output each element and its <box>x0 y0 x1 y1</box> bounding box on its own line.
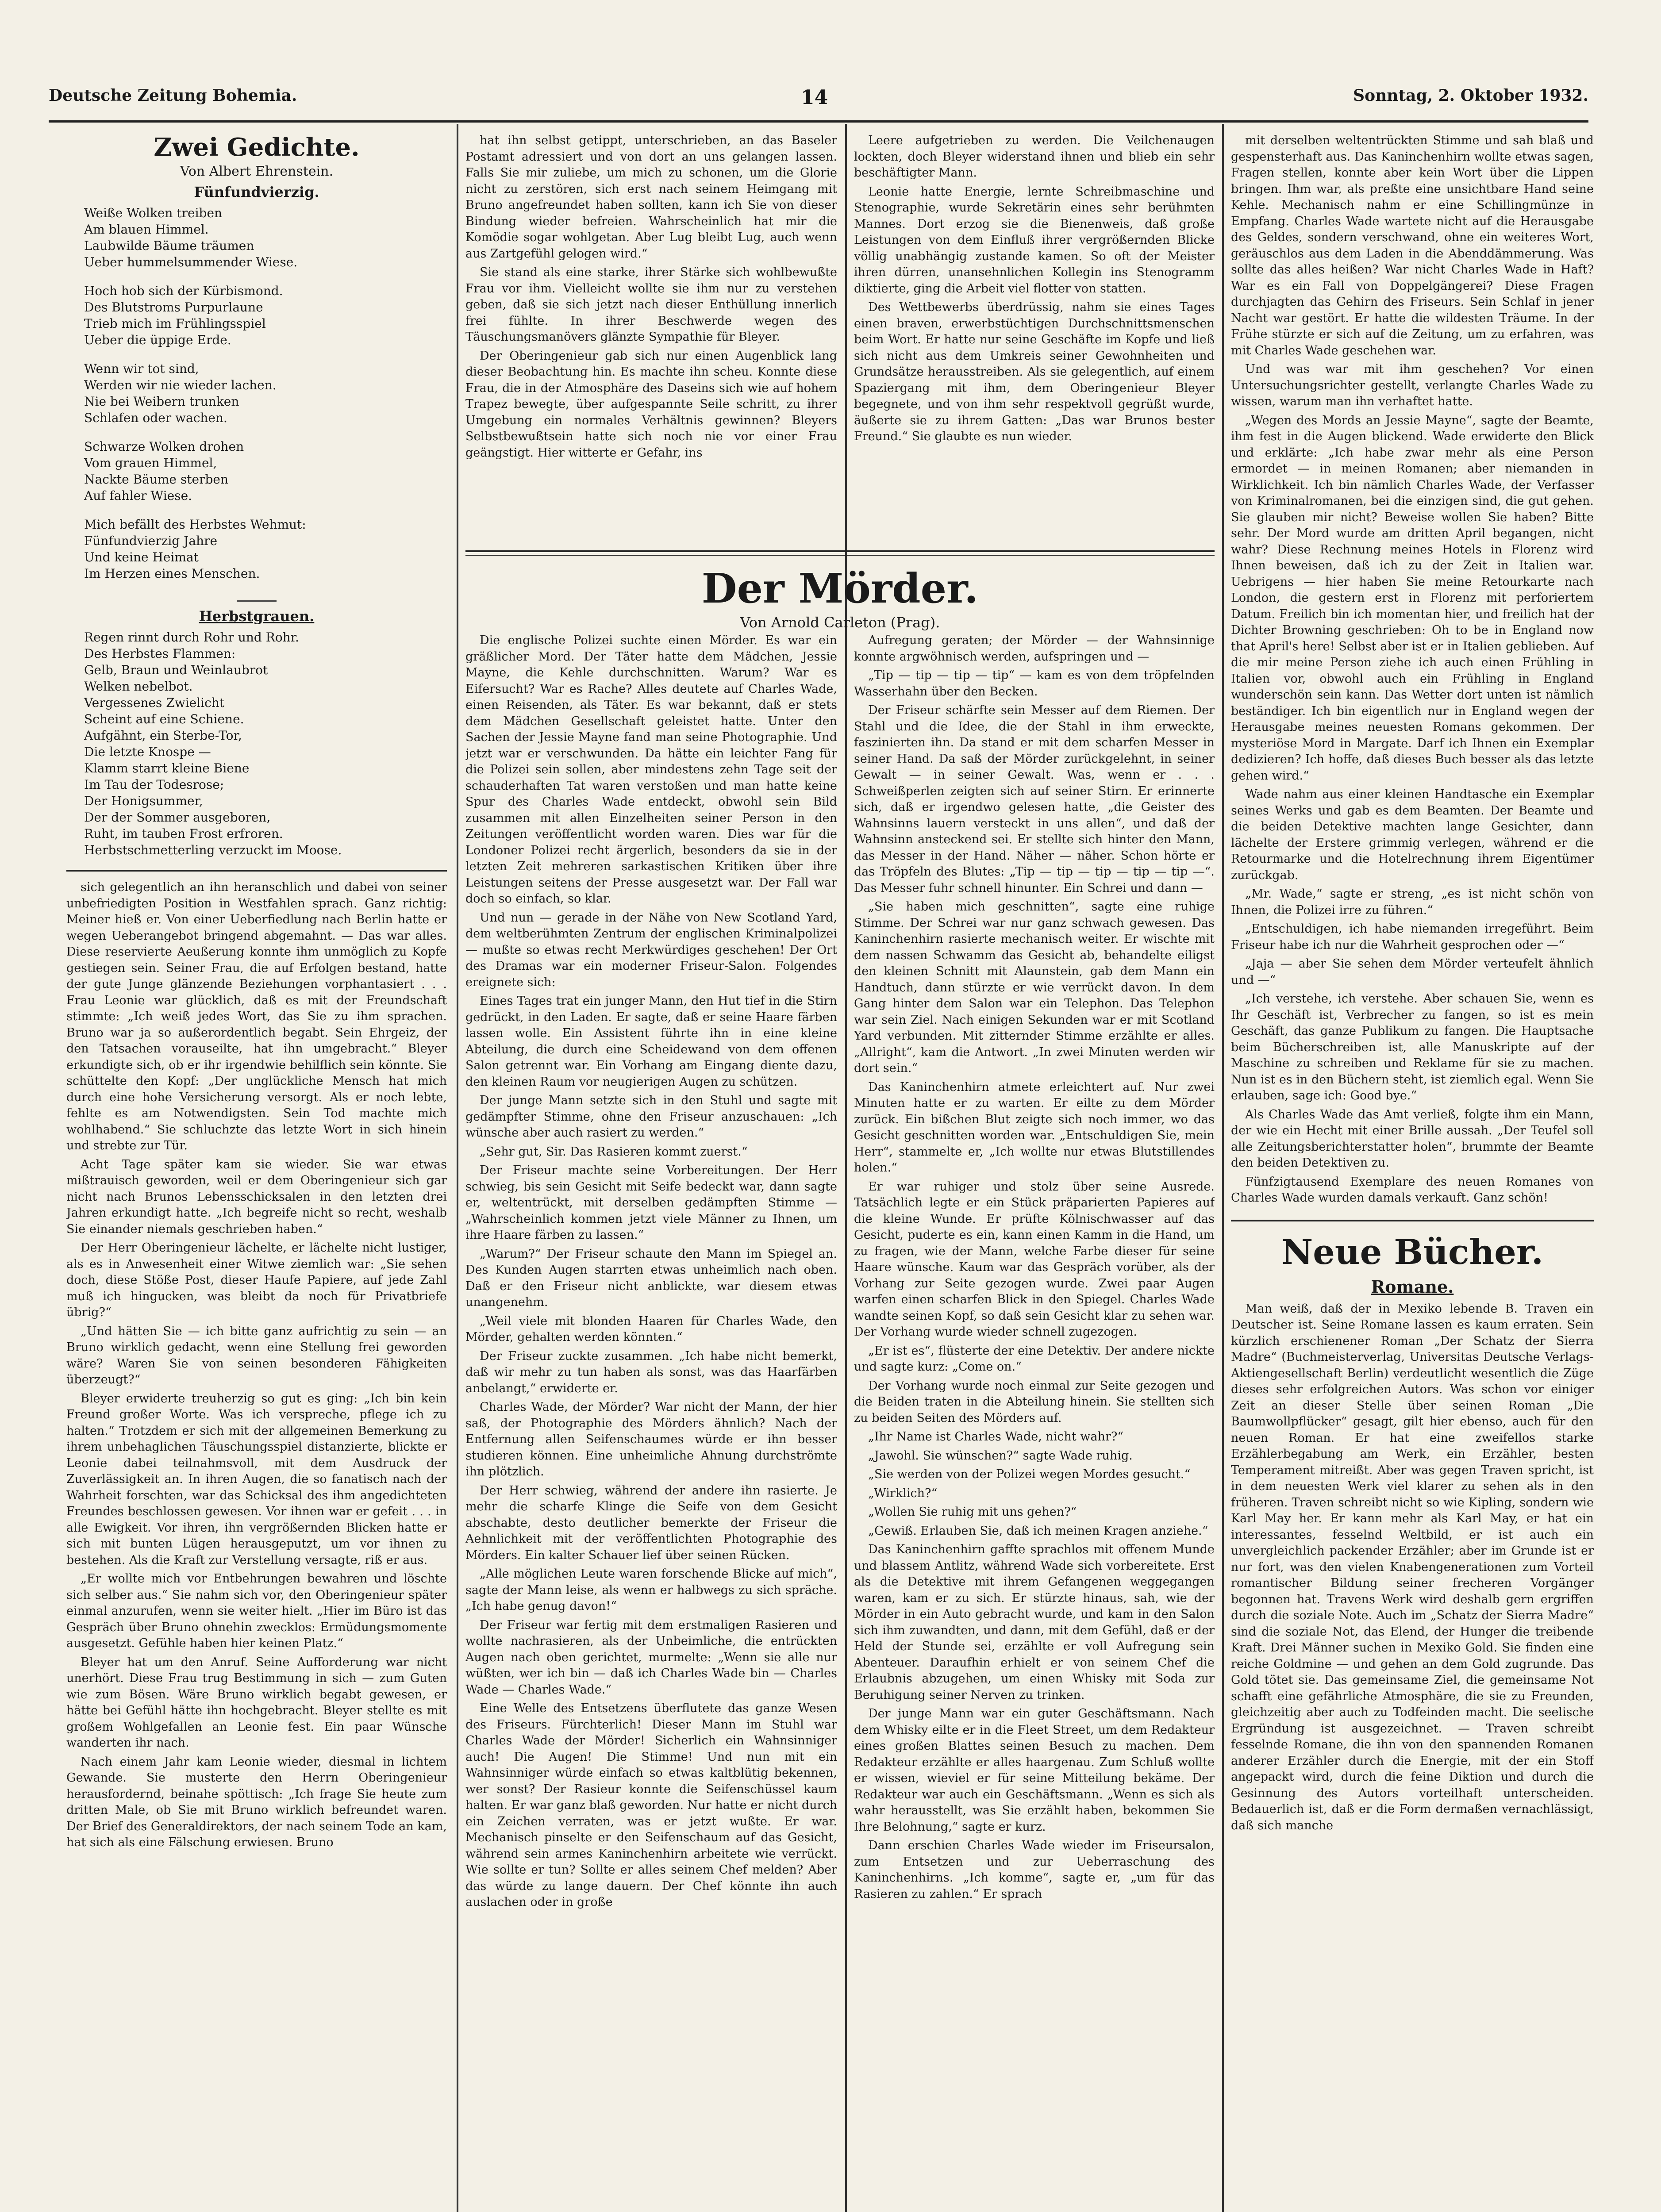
paragraph: Acht Tage später kam sie wieder. Sie war etwas mißtrauisch geworden, weil er dem Oberingenieur sich gar nicht nach Brunos Lebensschicksalen in den letzten drei Jahren erkundigt hatte. „Ich begreife nicht so recht, weshalb Sie einander niemals geschrieben haben.“ <box>66 1157 447 1236</box>
paragraph: Der Herr Oberingenieur lächelte, er lächelte nicht lustiger, als es in Anwesenheit einer Witwe ziemlich war: „Sie sehen doch, diese Stöße Post, dieser Haufe Papiere, auf jede Zahl muß ich hingucken, was bleibt da noch für Privatbriefe übrig?“ <box>66 1241 447 1319</box>
poem2-title: Herbstgrauen. <box>199 608 315 625</box>
paragraph: Er war ruhiger und stolz über seine Ausrede. Tatsächlich legte er ein Stück präparierten Papieres auf die kleine Wunde. Er prüfte Kölnischwasser auf das Gesicht, puderte es ein, kann einen Kamm in die Hand, um zu fragen, wie der Mann, welche Farbe dieser für seine Haare wünsche. Kaum war das Gespräch vorüber, als der Vorhang zur Seite gezogen wurde. Zwei paar Augen warfen einen scharfen Blick in den Spiegel. Charles Wade wandte seinen Kopf, so daß sein Gesicht klar zu sehen war. Der Vorhang wurde wieder schnell zugezogen. <box>854 1179 1215 1339</box>
books-subhead: Romane. <box>1371 1276 1454 1297</box>
story-column-a <box>465 633 837 2212</box>
poem1 <box>66 205 447 594</box>
paragraph: Fünfzigtausend Exemplare des neuen Romanes von Charles Wade wurden damals verkauft. Ganz schön! <box>1231 1175 1594 1205</box>
poem-line: Regen rinnt durch Rohr und Rohr. <box>84 630 299 645</box>
poem-line: Ruht, im tauben Frost erfroren. <box>84 826 283 841</box>
paragraph: Aufregung geraten; der Mörder — der Wahnsinnige konnte argwöhnisch werden, aufspringen und — <box>854 634 1215 664</box>
poem-line: Des Blutstroms Purpurlaune <box>84 300 263 315</box>
paragraph: „Er wollte mich vor Entbehrungen bewahren und löschte sich selber aus.“ Sie nahm sich vor, den Oberingenieur später einmal anzurufen, wenn sie weiter hielt. „Hier im Büro ist das Gespräch über Bruno ohnehin zwecklos: Ermüdungsmomente ausgesetzt. Gefühle haben hier keinen Platz.“ <box>66 1572 447 1650</box>
paragraph: Dann erschien Charles Wade wieder im Friseursalon, zum Entsetzen und zur Ueberraschung des Kaninchenhirns. „Ich komme“, sagte er, „um für das Rasieren zu zahlen.“ Er sprach <box>854 1839 1215 1901</box>
paragraph: Nach einem Jahr kam Leonie wieder, diesmal in lichtem Gewande. Sie musterte den Herrn Oberingenieur herausfordernd, beinahe spöttisch: „Ich frage Sie heute zum dritten Male, ob Sie mit Bruno wirklich befreundet waren. Der Brief des Generaldirektors, der nach seinem Tode an kam, hat sich als eine Fälschung erwiesen. Bruno <box>66 1755 447 1849</box>
story-column-b <box>854 633 1215 2212</box>
issue-date: Sonntag, 2. Oktober 1932. <box>1353 86 1588 105</box>
paragraph: Als Charles Wade das Amt verließ, folgte ihm ein Mann, der wie ein Hecht mit einer Brille aussah. „Der Teufel soll alle Zeitungsberichterstatter holen“, brummte der Beamte den beiden Detektiven zu. <box>1231 1107 1594 1170</box>
poem-line: Des Herbstes Flammen: <box>84 646 236 661</box>
paragraph: Bleyer hat um den Anruf. Seine Aufforderung war nicht unerhört. Diese Frau trug Bestimmung in sich — zum Guten wie zum Bösen. Wäre Bruno wirklich begabt gewesen, er hätte bei Gefühl hätte ihn hochgebracht. Bleyer stellte es mit großem Wohlgefallen an Leonie fest. Ein paar Wünsche wanderten ihr nach. <box>66 1655 447 1750</box>
paragraph: Man weiß, daß der in Mexiko lebende B. Traven ein Deutscher ist. Seine Romane lassen es kaum erraten. Sein kürzlich erschienener Roman „Der Schatz der Sierra Madre“ (Buchmeisterverlag, Universitas Deutsche Verlags-Aktiengesellschaft Berlin) verdeutlicht wesentlich die Züge dieses sehr erfolgreichen Autors. Was schon vor einiger Zeit an dieser Stelle über seinen Roman „Die Baumwollpflücker“ gesagt, gilt hier ebenso, auch für den neuen Roman. Er hat eine zweifellos starke Erzählerbegabung am Werk, ein Erzähler, besten Temperament mitreißt. Aber was gegen Traven spricht, ist in dem neuesten Werk viel klarer zu sehen als in den früheren. Traven schreibt nicht so wie Kipling, sondern wie Karl May her. Er kann mehr als Karl May, er hat ein interessantes, fesselnd Weltbild, er ist auch ein unvergleichlich packender Erzähler; aber im Grunde ist er nur fort, was den vielen Knabengenerationen zum Vorteil romantischer Bildung seiner frecheren Vorgänger begonnen hat. Travens Werk wird deshalb gern ergriffen durch die soziale Note. Auch im „Schatz der Sierra Madre“ sind die soziale Not, das Elend, der Hunger die treibende Kraft. Drei Männer suchen in Mexiko Gold. Sie finden eine reiche Goldmine — und gehen an dem Gold zugrunde. Das Gold tötet sie. Das gemeinsame Ziel, die gemeinsame Not schafft eine gefährliche Atmosphäre, die sie zu Freunden, gleichzeitig aber auch zu Todfeinden macht. Die seelische Ergründung ist ausgezeichnet. — Traven schreibt fesselnde Romane, die ihn von den spannenden Romanen anderer Erzähler durch die Energie, mit der ein Stoff angepackt wird, durch die feine Diktion und durch die Gesinnung des Autors vorteilhaft unterscheiden. Bedauerlich ist, daß er die Form dermaßen vernachlässigt, daß sich manche <box>1231 1302 1594 1832</box>
poem-line: Gelb, Braun und Weinlaubrot <box>84 663 268 677</box>
poem-line: Ueber die üppige Erde. <box>84 333 231 347</box>
poem-line: Der Honigsummer, <box>84 794 203 808</box>
page-header <box>49 86 1588 117</box>
paragraph: „Entschuldigen, ich habe niemanden irregeführt. Beim Friseur habe ich nur die Wahrheit gesprochen oder —“ <box>1231 922 1594 952</box>
story-author: Von Arnold Carleton (Prag). <box>740 614 940 631</box>
poem-line: Auf fahler Wiese. <box>84 488 192 503</box>
poem-line: Am blauen Himmel. <box>84 222 209 237</box>
paragraph: Bleyer erwiderte treuherzig so gut es ging: „Ich bin kein Freund großer Worte. Was ich verspreche, pflege ich zu halten.“ Trotzdem er sich mit der allgemeinen Bemerkung zu ihrem unbehaglichen Täuschungsspiel distanzierte, blickte er Leonie dabei teilnahmsvoll, mit dem Ausdruck der Zuverlässigkeit an. In ihren Augen, die so fanatisch nach der Wahrheit forschten, war das Schicksal des ihm angedichteten Freundes beschlossen gewesen. Vor ihnen war er gefeit . . . in alle Ewigkeit. Vor ihren, ihn vergrößernden Blicken hatte er sich mit bunten Lügen herausgeputzt, um vor ihnen zu bestehen. Als die Kraft zur Verstellung versagte, riß er aus. <box>66 1391 447 1567</box>
page-number: 14 <box>801 86 828 109</box>
paragraph: „Jawohl. Sie wünschen?“ sagte Wade ruhig. <box>868 1448 1133 1463</box>
paragraph: Der junge Mann war ein guter Geschäftsmann. Nach dem Whisky eilte er in die Fleet Street, um dem Redakteur eines großen Blattes seinen Besuch zu machen. Dem Redakteur erzählte er alles haargenau. Zum Schluß wollte er wissen, wieviel er für seine Mitteilung bekäme. Der Redakteur war auch ein Geschäftsmann. „Wenn es sich als wahr herausstellt, was Sie erzählt haben, bekommen Sie Ihre Belohnung,“ sagte er kurz. <box>854 1707 1215 1834</box>
paragraph: Eines Tages trat ein junger Mann, den Hut tief in die Stirn gedrückt, in den Laden. Er sagte, daß er seine Haare färben lassen wolle. Ein Assistent führte ihn in eine kleine Abteilung, die durch eine Scheidewand von dem offenen Salon getrennt war. Ein Vorhang am Eingang diente dazu, den kleinen Raum vor neugierigen Augen zu schützen. <box>465 994 837 1089</box>
paragraph: Der Friseur machte seine Vorbereitungen. Der Herr schwieg, bis sein Gesicht mit Seife bedeckt war, dann sagte er, weltentrückt, mit derselben gedämpften Stimme — „Wahrscheinlich kommen jetzt viele Männer zu Ihnen, um ihre Haare färben zu lassen.“ <box>465 1164 837 1242</box>
poem-line: Und keine Heimat <box>84 550 199 565</box>
poem-line: Vom grauen Himmel, <box>84 456 217 470</box>
story-ending <box>854 133 1215 445</box>
paragraph: sich gelegentlich an ihn heranschlich und dabei von seiner unbefriedigten Position in Westfahlen sprach. Ganz richtig: Meiner hieß er. Von einer Ueberfiedlung nach Berlin hatte er wegen Ueberangebot bringend abgemahnt. — Das war alles. Diese reservierte Aeußerung konnte ihm unmöglich zu Kopfe gestiegen sein. Seiner Frau, die auf Erfolgen bestand, hatte der gute Junge glänzende Beziehungen vorphantasiert . . . Frau Leonie war glücklich, daß es mit der Freundschaft stimmte: „Ich weiß jedes Wort, das Sie zu ihm sprachen. Bruno war ja so außerordentlich begabt. Sein Ehrgeiz, der den Tatsachen vorauseilte, hat ihn umgebracht.“ Bleyer erkundigte sich, ob er ihr irgendwie behilflich sein könnte. Sie schüttelte den Kopf: „Der unglückliche Mensch hat mich durch eine hohe Versicherung versorgt. Als er noch lebte, fehlte es am Notwendigsten. Sein Tod machte mich wohlhabend.“ Sie schluchzte das letzte Wort in sich hinein und strebte zur Tür. <box>66 880 447 1152</box>
paragraph: Der Herr schwieg, während der andere ihn rasierte. Je mehr die scharfe Klinge die Seife von dem Gesicht abschabte, desto deutlicher bemerkte der Friseur die Aehnlichkeit mit der veröffentlichten Photographie des Mörders. Ein kalter Schauer lief über seinen Rücken. <box>465 1483 837 1562</box>
paragraph: Leere aufgetrieben zu werden. Die Veilchenaugen lockten, doch Bleyer widerstand ihnen und blieb ein sehr beschäftigter Mann. <box>854 134 1215 180</box>
books-title: Neue Bücher. <box>1281 1232 1543 1272</box>
poem-line: Nackte Bäume sterben <box>84 472 228 487</box>
story-continuation-top <box>465 133 837 461</box>
paragraph: „Wollen Sie ruhig mit uns gehen?“ <box>868 1505 1077 1519</box>
paragraph: mit derselben weltentrückten Stimme und sah blaß und gespensterhaft aus. Das Kaninchenhirn wollte etwas sagen, Fragen stellen, konnte aber kein Wort über die Lippen bringen. Ihm war, als preßte eine unsichtbare Hand seine Kehle. Mechanisch nahm er eine Schillingmünze in Empfang. Charles Wade wartete nicht auf die Herausgabe des Geldes, sondern verschwand, ohne ein weiteres Wort, geräuschlos aus dem Laden in die Abenddämmerung. Was sollte das alles heißen? War nicht Charles Wade in Haft? War es ein Fall von Doppelgängerei? Diese Fragen durchjagten das Gehirn des Friseurs. Sein Schlaf in jener Nacht war gestört. Er hatte die wildesten Träume. In der Frühe stürzte er sich auf die Zeitung, um zu erfahren, was mit Charles Wade geschehen war. <box>1231 134 1594 357</box>
poem-line: Vergessenes Zwielicht <box>84 695 225 710</box>
poem-line: Wenn wir tot sind, <box>84 361 199 376</box>
poem-line: Im Herzen eines Menschen. <box>84 566 260 581</box>
poem-line: Werden wir nie wieder lachen. <box>84 378 277 392</box>
poem-divider <box>237 600 277 602</box>
books-top-rule <box>1231 1220 1594 1221</box>
paragraph: Der Oberingenieur gab sich nur einen Augenblick lang dieser Beobachtung hin. Es machte ihn scheu. Konnte diese Frau, die in der Atmosphäre des Daseins sich wie auf hohem Trapez bewegte, über aufgespannte Seile schritt, zu ihrer Umgebung ein normales Verhältnis gewinnen? Bleyers Selbstbewußtsein hatte sich noch nie vor einer Frau geängstigt. Hier witterte er Gefahr, ins <box>465 349 837 460</box>
paragraph: „Gewiß. Erlauben Sie, daß ich meinen Kragen anziehe.“ <box>868 1524 1208 1538</box>
paragraph: Der Friseur war fertig mit dem erstmaligen Rasieren und wollte nachrasieren, als der Unbeimliche, die entrückten Augen nach oben gerichtet, murmelte: „Wenn sie alle nur wüßten, wer ich bin — daß ich Charles Wade bin — Charles Wade — Charles Wade.“ <box>465 1618 837 1697</box>
paragraph: „Weil viele mit blonden Haaren für Charles Wade, den Mörder, gehalten werden könnten.“ <box>465 1314 837 1344</box>
column-rule-1 <box>457 124 458 2212</box>
paragraph: hat ihn selbst getippt, unterschrieben, an das Baseler Postamt adressiert und von dort an uns gelangen lassen. Falls Sie mir zuliebe, um mich zu schonen, um die Glorie nicht zu zerstören, sich erst nach seinem Heimgang mit Bruno angefreundet haben sollten, kann ich Sie von dieser Bindung wieder befreien. Wahrscheinlich hat mir die Komödie sogar wohlgetan. Aber Lug bleibt Lug, auch wenn aus Zartgefühl gelogen wird.“ <box>465 134 837 261</box>
story-conclusion <box>1231 133 1594 1206</box>
poem-line: Im Tau der Todesrose; <box>84 777 224 792</box>
paragraph: Des Wettbewerbs überdrüssig, nahm sie eines Tages einen braven, erwerbstüchtigen Durchschnittsmenschen beim Wort. Er hatte nur seine Geschäfte im Kopfe und ließ sich nicht aus dem Umkreis seiner Gewohnheiten und Grundsätze herausstreiben. Als sie gelegentlich, auf einem Spaziergang mit ihm, dem Oberingenieur Bleyer begegnete, und von ihm sehr respektvoll gegrüßt wurde, äußerte sie zu ihrem Gatten: „Das war Brunos bester Freund.“ Sie glaubte es nun wieder. <box>854 300 1215 443</box>
story-block <box>465 544 1215 2212</box>
poem-line: Aufgähnt, ein Sterbe-Tor, <box>84 728 242 743</box>
paragraph: „Sie werden von der Polizei wegen Mordes gesucht.“ <box>868 1467 1191 1481</box>
paragraph: „Jaja — aber Sie sehen dem Mörder verteufelt ähnlich und —“ <box>1231 957 1594 987</box>
paragraph: Eine Welle des Entsetzens überflutete das ganze Wesen des Friseurs. Fürchterlich! Dieser Mann im Stuhl war Charles Wade der Mörder! Sicherlich ein Wahnsinniger auch! Die Augen! Die Stimme! Und nun mit ein Wahnsinniger würde einfach so etwas kaltblütig bekennen, wer sonst? Der Rasieur konnte die Seifenschüssel kaum halten. Er war ganz blaß geworden. Nur hatte er nicht durch ein Zeichen verraten, was er jetzt wußte. Er war. Mechanisch pinselte er den Seifenschaum auf das Gesicht, während sein armes Kaninchenhirn arbeitete wie verrückt. Wie sollte er tun? Sollte er alles seinem Chef melden? Aber das würde zu lange dauern. Der Chef könnte ihn auch auslachen oder in große <box>465 1701 837 1909</box>
paragraph: Und nun — gerade in der Nähe von New Scotland Yard, dem weltberühmten Zentrum der englischen Kriminalpolizei — mußte so etwas recht Merkwürdiges geschehen! Der Ort des Dramas war ein moderner Friseur-Salon. Folgendes ereignete sich: <box>465 910 837 989</box>
paragraph: Charles Wade, der Mörder? War nicht der Mann, der hier saß, der Photographie des Mörders ähnlich? Nach der Entfernung allen Seifenschaumes würde er ihn besser studieren können. Eine unheimliche Ahnung durchströmte ihn plötzlich. <box>465 1400 837 1479</box>
paragraph: „Und hätten Sie — ich bitte ganz aufrichtig zu sein — an Bruno wirklich gedacht, wenn eine Stellung frei geworden wäre? Waren Sie von seinen besonderen Fähigkeiten überzeugt?“ <box>66 1324 447 1386</box>
section-rule <box>66 870 447 872</box>
story-top-rule <box>465 550 1215 556</box>
paragraph: „Warum?“ Der Friseur schaute den Mann im Spiegel an. Des Kunden Augen starrten etwas unheimlich nach oben. Daß er den Friseur nicht anblickte, war diesem etwas unangenehm. <box>465 1247 837 1309</box>
column-4 <box>1231 133 1594 2212</box>
newspaper-name: Deutsche Zeitung Bohemia. <box>49 86 297 105</box>
poem-line: Scheint auf eine Schiene. <box>84 712 244 726</box>
column-rule-3 <box>1222 124 1224 2212</box>
poem-line: Klamm starrt kleine Biene <box>84 761 250 776</box>
paragraph: „Wirklich?“ <box>868 1486 938 1500</box>
poem-line: Die letzte Knospe — <box>84 745 211 759</box>
poem-line: Schwarze Wolken drohen <box>84 439 244 454</box>
paragraph: „Er ist es“, flüsterte der eine Detektiv. Der andere nickte und sagte kurz: „Come on.“ <box>854 1344 1215 1374</box>
paragraph: Das Kaninchenhirn gaffte sprachlos mit offenem Munde und blassem Antlitz, während Wade sich vorbereitete. Erst als die Detektive mit ihrem Gefangenen weggegangen waren, kam er zu sich. Er stürzte hinaus, sah, wie der Mörder in ein Auto gebracht wurde, und kam in den Salon sich ihm zuwandten, und dann, mit dem Gefühl, daß er der Held der Stunde sei, erzählte er voll Aufregung sein Abenteuer. Daraufhin erhielt er von seinem Chef die Erlaubnis abzugehen, um einen Whisky mit Soda zur Beruhigung seiner Nerven zu trinken. <box>854 1543 1215 1702</box>
paragraph: Und was war mit ihm geschehen? Vor einen Untersuchungsrichter gestellt, verlangte Charles Wade zu wissen, warum man ihn verhaftet hatte. <box>1231 362 1594 408</box>
paragraph: „Ich verstehe, ich verstehe. Aber schauen Sie, wenn es Ihr Geschäft ist, Verbrecher zu fangen, so ist es mein Geschäft, das ganze Publikum zu fangen. Die Hauptsache beim Bücherschreiben ist, alle Manuskripte auf der Maschine zu schreiben und Reklame für sie zu machen. Nun ist es in den Büchern steht, ist ziemlich egal. Wenn Sie erlauben, sage ich: Good bye.“ <box>1231 992 1594 1102</box>
poem-line: Ueber hummelsummender Wiese. <box>84 255 298 269</box>
paragraph: Die englische Polizei suchte einen Mörder. Es war ein gräßlicher Mord. Der Täter hatte dem Mädchen, Jessie Mayne, die Kehle durchschnitten. Warum? War es Eifersucht? War es Rache? Alles deutete auf Charles Wade, einen Reisenden, als Täter. Es war bekannt, daß er stets dem Mädchen Gesellschaft geleistet hatte. Unter den Sachen der Jessie Mayne fand man seine Photographie. Und jetzt war er verschwunden. Da hätte ein leichter Fang für die Polizei sein sollen, aber mindestens zehn Tage seit der schauderhaften Tat waren verstoßen und man hatte keine Spur des Charles Wade entdeckt, obwohl sein Bild zusammen mit allen Einzelheiten seiner Person in den Zeitungen veröffentlicht worden waren. Dies war für die Londoner Polizei recht ärgerlich, besonders da sie in der letzten Zeit mehreren sarkastischen Kritiken über ihre Leistungen seitens der Presse ausgesetzt war. Der Fall war doch so einfach, so klar. <box>465 634 837 906</box>
paragraph: Der Friseur schärfte sein Messer auf dem Riemen. Der Stahl und die Idee, die der Stahl in ihm erweckte, faszinierten ihn. Da stand er mit dem scharfen Messer in seiner Hand. Da saß der Mörder zurückgelehnt, in seiner Gewalt — in seiner Gewalt. Was, wenn er . . . Schweißperlen zeigten sich auf seiner Stirn. Er erinnerte sich, daß er irgendwo gelesen hatte, „die Geister des Wahnsinns lauern versteckt in uns allen“, und daß der Wahnsinn ansteckend sei. Er stellte sich hinter den Mann, das Messer in der Hand. Näher — näher. Schon hörte er das Tröpfeln des Blutes: „Tip — tip — tip — tip — tip —“. Das Messer fuhr schnell hinunter. Ein Schrei und dann — <box>854 703 1215 895</box>
paragraph: „Alle möglichen Leute waren forschende Blicke auf mich“, sagte der Mann leise, als wenn er halbwegs zu sich spräche. „Ich habe genug davon!“ <box>465 1567 837 1613</box>
poem-line: Fünfundvierzig Jahre <box>84 534 218 548</box>
poem2 <box>66 629 447 858</box>
poem-line: Trieb mich im Frühlingsspiel <box>84 316 266 331</box>
paragraph: Leonie hatte Energie, lernte Schreibmaschine und Stenographie, wurde Sekretärin eines sehr berühmten Mannes. Dort erzog sie die Bienenweis, daß große Leistungen von dem Einfluß ihrer vergrößernden Blicke völlig unabhängig zustande kamen. So oft der Meister ihren dürren, unansehnlichen Kollegin ins Stenogramm diktierte, ging die Arbeit viel flotter von statten. <box>854 184 1215 296</box>
poem-line: Hoch hob sich der Kürbismond. <box>84 284 283 298</box>
poem1-title: Fünfundvierzig. <box>194 184 319 200</box>
header-rule <box>49 120 1588 123</box>
poems-title: Zwei Gedichte. <box>154 133 360 162</box>
paragraph: „Sehr gut, Sir. Das Rasieren kommt zuerst.“ <box>480 1144 748 1159</box>
paragraph: „Ihr Name ist Charles Wade, nicht wahr?“ <box>868 1430 1124 1444</box>
column-1 <box>66 133 447 2212</box>
paragraph: Der junge Mann setzte sich in den Stuhl und sagte mit gedämpfter Stimme, ohne den Friseur anzuschauen: „Ich wünsche aber auch rasiert zu werden.“ <box>465 1094 837 1140</box>
book-review <box>1231 1301 1594 1834</box>
poem-line: Der der Sommer ausgeboren, <box>84 810 271 825</box>
poem-line: Schlafen oder wachen. <box>84 411 227 425</box>
poem-line: Mich befällt des Herbstes Wehmut: <box>84 517 306 532</box>
paragraph: „Mr. Wade,“ sagte er streng, „es ist nicht schön von Ihnen, die Polizei irre zu führen.“ <box>1231 887 1594 917</box>
paragraph: „Tip — tip — tip — tip“ — kam es von dem tröpfelnden Wasserhahn über den Becken. <box>854 668 1215 699</box>
paragraph: „Wegen des Mords an Jessie Mayne“, sagte der Beamte, ihm fest in die Augen blickend. Wade erwiderte den Blick und erklärte: „Ich habe zwar mehr als eine Person ermordet — in meinen Romanen; aber niemanden in Wirklichkeit. Ich bin nämlich Charles Wade, der Verfasser von Kriminalromanen, bei die einzigen sind, die gut gehen. Sie glauben mir nicht? Beweise wollen Sie haben? Bitte sehr. Der Mord wurde am dritten April begangen, nicht wahr? Diese Rechnung meines Hotels in Florenz wird Ihnen beweisen, daß ich zu der Zeit in Italien war. Uebrigens — hier haben Sie meine Retourkarte nach London, die gestern erst in Florenz mit perforiertem Datum. Freilich bin ich momentan hier, und freilich hat der Dichter Browning geschrieben: Oh to be in England now that April's here! Selbst aber ist er in Italien geblieben. Auf die mir meine Person ziehe ich auch einen Frühling in Italien vor, obwohl auch ein Frühling in England wunderschön sein kann. Das Wetter dort unten ist nämlich beständiger. Ich bin eigentlich nur in England wegen der Herausgabe meines neuesten Romans gekommen. Der mysteriöse Mord in Margate. Darf ich Ihnen ein Exemplar dedizieren? Ich hoffe, daß dieses Buch besser als das letzte gehen wird.“ <box>1231 413 1594 783</box>
paragraph: Das Kaninchenhirn atmete erleichtert auf. Nur zwei Minuten hatte er zu warten. Er eilte zu dem Mörder zurück. Ein bißchen Blut zeigte sich noch immer, wo das Gesicht geschnitten worden war. „Entschuldigen Sie, mein Herr“, stammelte er, „Ich wollte nur etwas Blutstillendes holen.“ <box>854 1080 1215 1175</box>
story-title: Der Mörder. <box>701 565 979 612</box>
paragraph: „Sie haben mich geschnitten“, sagte eine ruhige Stimme. Der Schrei war nur ganz schwach gewesen. Das Kaninchenhirn rasierte mechanisch weiter. Er wischte mit dem nassen Schwamm das Gesicht ab, behandelte eiligst den kleinen Schnitt mit Alaunstein, gab dem Mann ein Handtuch, dann stürzte er wie verrückt davon. In dem Gang hinter dem Salon war ein Telephon. Das Telephon war sein Ziel. Nach einigen Sekunden war er mit Scotland Yard verbunden. Mit zitternder Stimme erzählte er alles. „Allright“, kam die Antwort. „In zwei Minuten werden wir dort sein.“ <box>854 900 1215 1075</box>
poem-line: Nie bei Weibern trunken <box>84 394 239 409</box>
story-continuation <box>66 879 447 1851</box>
poems-author: Von Albert Ehrenstein. <box>180 164 334 179</box>
paragraph: Sie stand als eine starke, ihrer Stärke sich wohlbewußte Frau vor ihm. Vielleicht wollte sie ihm nur zu verstehen geben, daß sie sich jetzt nach dieser Enthüllung innerlich frei fühlte. In ihrer Beschwerde wegen des Täuschungsmanövers glänzte Sympathie für Bleyer. <box>465 265 837 344</box>
poem-line: Herbstschmetterling verzuckt im Moose. <box>84 843 342 857</box>
poem-line: Weiße Wolken treiben <box>84 206 223 220</box>
paragraph: Der Friseur zuckte zusammen. „Ich habe nicht bemerkt, daß wir mehr zu tun haben als sonst, was das Haarfärben anbelangt,“ erwiderte er. <box>465 1349 837 1395</box>
poem-line: Welken nebelbot. <box>84 679 193 694</box>
paragraph: Wade nahm aus einer kleinen Handtasche ein Exemplar seines Werks und gab es dem Beamten. Der Beamte und die beiden Detektive machten lange Gesichter, dann lächelte der Erstere grimmig verlegen, während er die Retourmarke und die Hotelrechnung ihrem Eigentümer zurückgab. <box>1231 787 1594 882</box>
paragraph: Der Vorhang wurde noch einmal zur Seite gezogen und die Beiden traten in die Abteilung hinein. Sie stellten sich zu beiden Seiten des Mörders auf. <box>854 1379 1215 1425</box>
poem-line: Laubwilde Bäume träumen <box>84 238 254 253</box>
